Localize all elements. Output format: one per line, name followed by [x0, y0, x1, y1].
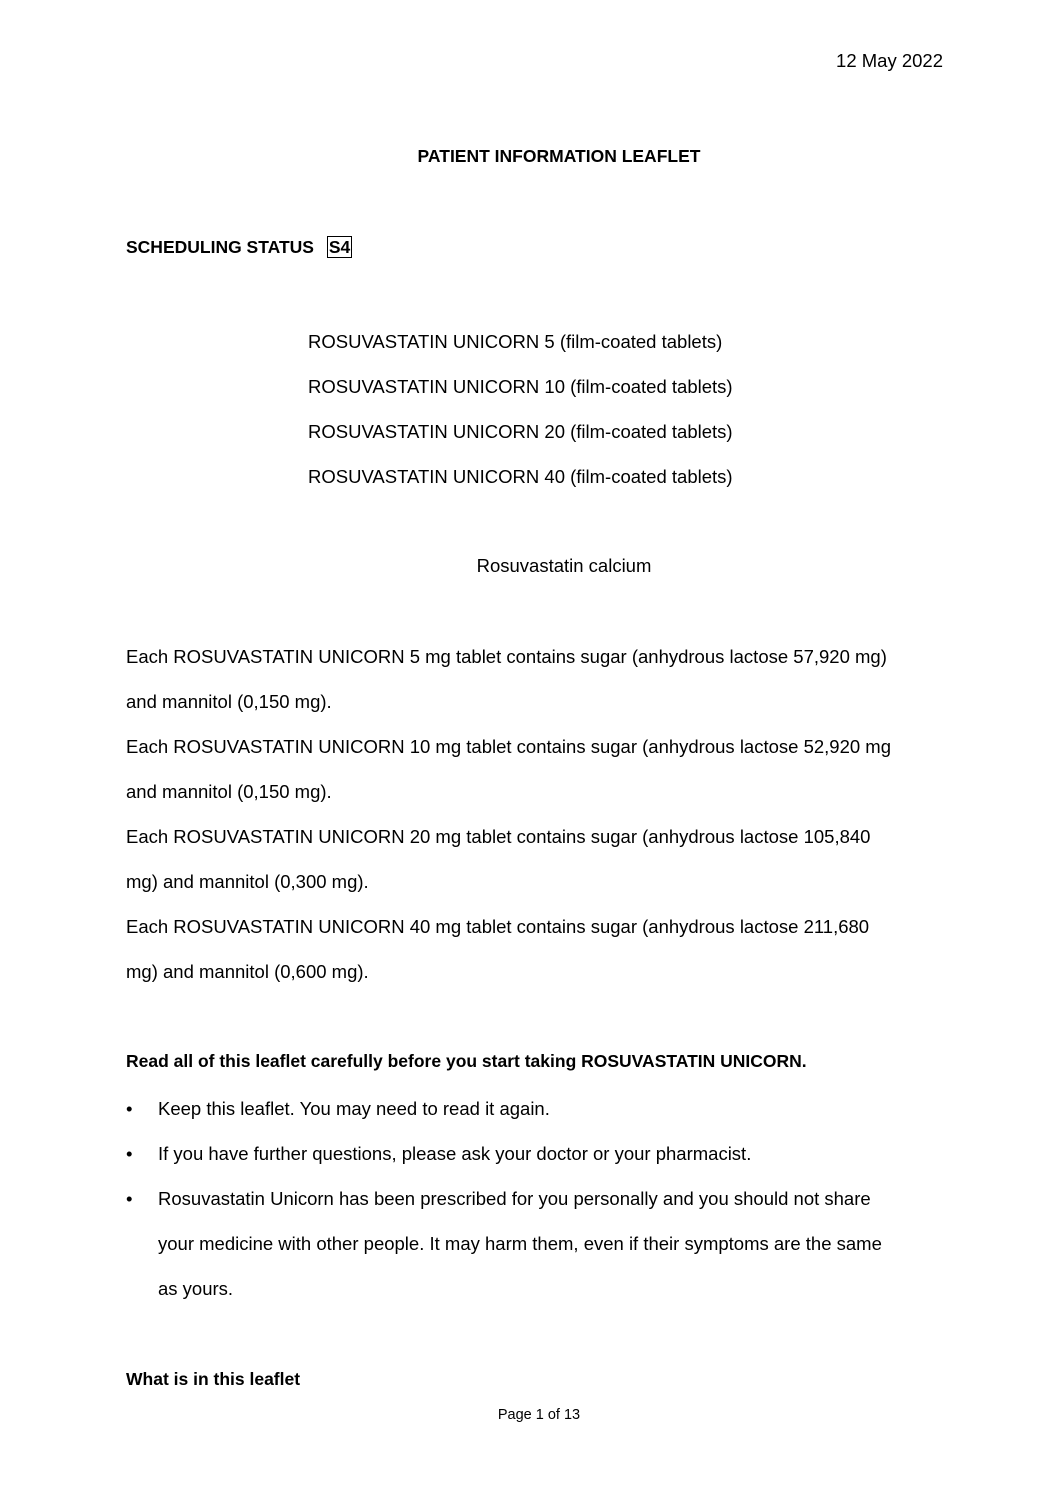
scheduling-status-label: SCHEDULING STATUS: [126, 237, 314, 257]
active-substance: Rosuvastatin calcium: [476, 555, 652, 576]
composition-line: and mannitol (0,150 mg).: [126, 781, 332, 802]
page-title: PATIENT INFORMATION LEAFLET: [417, 146, 701, 166]
scheduling-status-badge: S4: [328, 237, 351, 257]
bullet-icon: •: [126, 1098, 133, 1119]
composition-line: Each ROSUVASTATIN UNICORN 40 mg tablet contains sugar (anhydrous lactose 211,680: [126, 916, 870, 937]
product-name: ROSUVASTATIN UNICORN 5 (film-coated tablets): [308, 331, 723, 352]
composition-line: Each ROSUVASTATIN UNICORN 10 mg tablet contains sugar (anhydrous lactose 52,920 mg: [126, 736, 891, 757]
list-item-text: Keep this leaflet. You may need to read it again.: [158, 1098, 550, 1119]
scheduling-status: [126, 236, 352, 258]
document-date: 12 May 2022: [836, 50, 943, 71]
list-item-text: as yours.: [158, 1278, 234, 1299]
page-number: Page 1 of 13: [497, 1407, 581, 1423]
product-name: ROSUVASTATIN UNICORN 10 (film-coated tablets): [308, 376, 733, 397]
composition-line: mg) and mannitol (0,600 mg).: [126, 961, 369, 982]
composition-line: Each ROSUVASTATIN UNICORN 5 mg tablet contains sugar (anhydrous lactose 57,920 mg): [126, 646, 887, 667]
bullet-icon: •: [126, 1188, 133, 1209]
product-name: ROSUVASTATIN UNICORN 20 (film-coated tablets): [308, 421, 733, 442]
list-item-text: Rosuvastatin Unicorn has been prescribed for you personally and you should not share: [158, 1188, 871, 1209]
read-leaflet-heading: Read all of this leaflet carefully before you start taking ROSUVASTATIN UNICORN.: [126, 1051, 807, 1071]
composition-line: Each ROSUVASTATIN UNICORN 20 mg tablet contains sugar (anhydrous lactose 105,840: [126, 826, 871, 847]
composition-line: mg) and mannitol (0,300 mg).: [126, 871, 369, 892]
composition-line: and mannitol (0,150 mg).: [126, 691, 332, 712]
bullet-icon: •: [126, 1143, 133, 1164]
section-heading: What is in this leaflet: [126, 1369, 301, 1389]
product-name: ROSUVASTATIN UNICORN 40 (film-coated tablets): [308, 466, 733, 487]
list-item-text: your medicine with other people. It may harm them, even if their symptoms are the same: [158, 1233, 882, 1254]
list-item-text: If you have further questions, please ask your doctor or your pharmacist.: [158, 1143, 752, 1164]
